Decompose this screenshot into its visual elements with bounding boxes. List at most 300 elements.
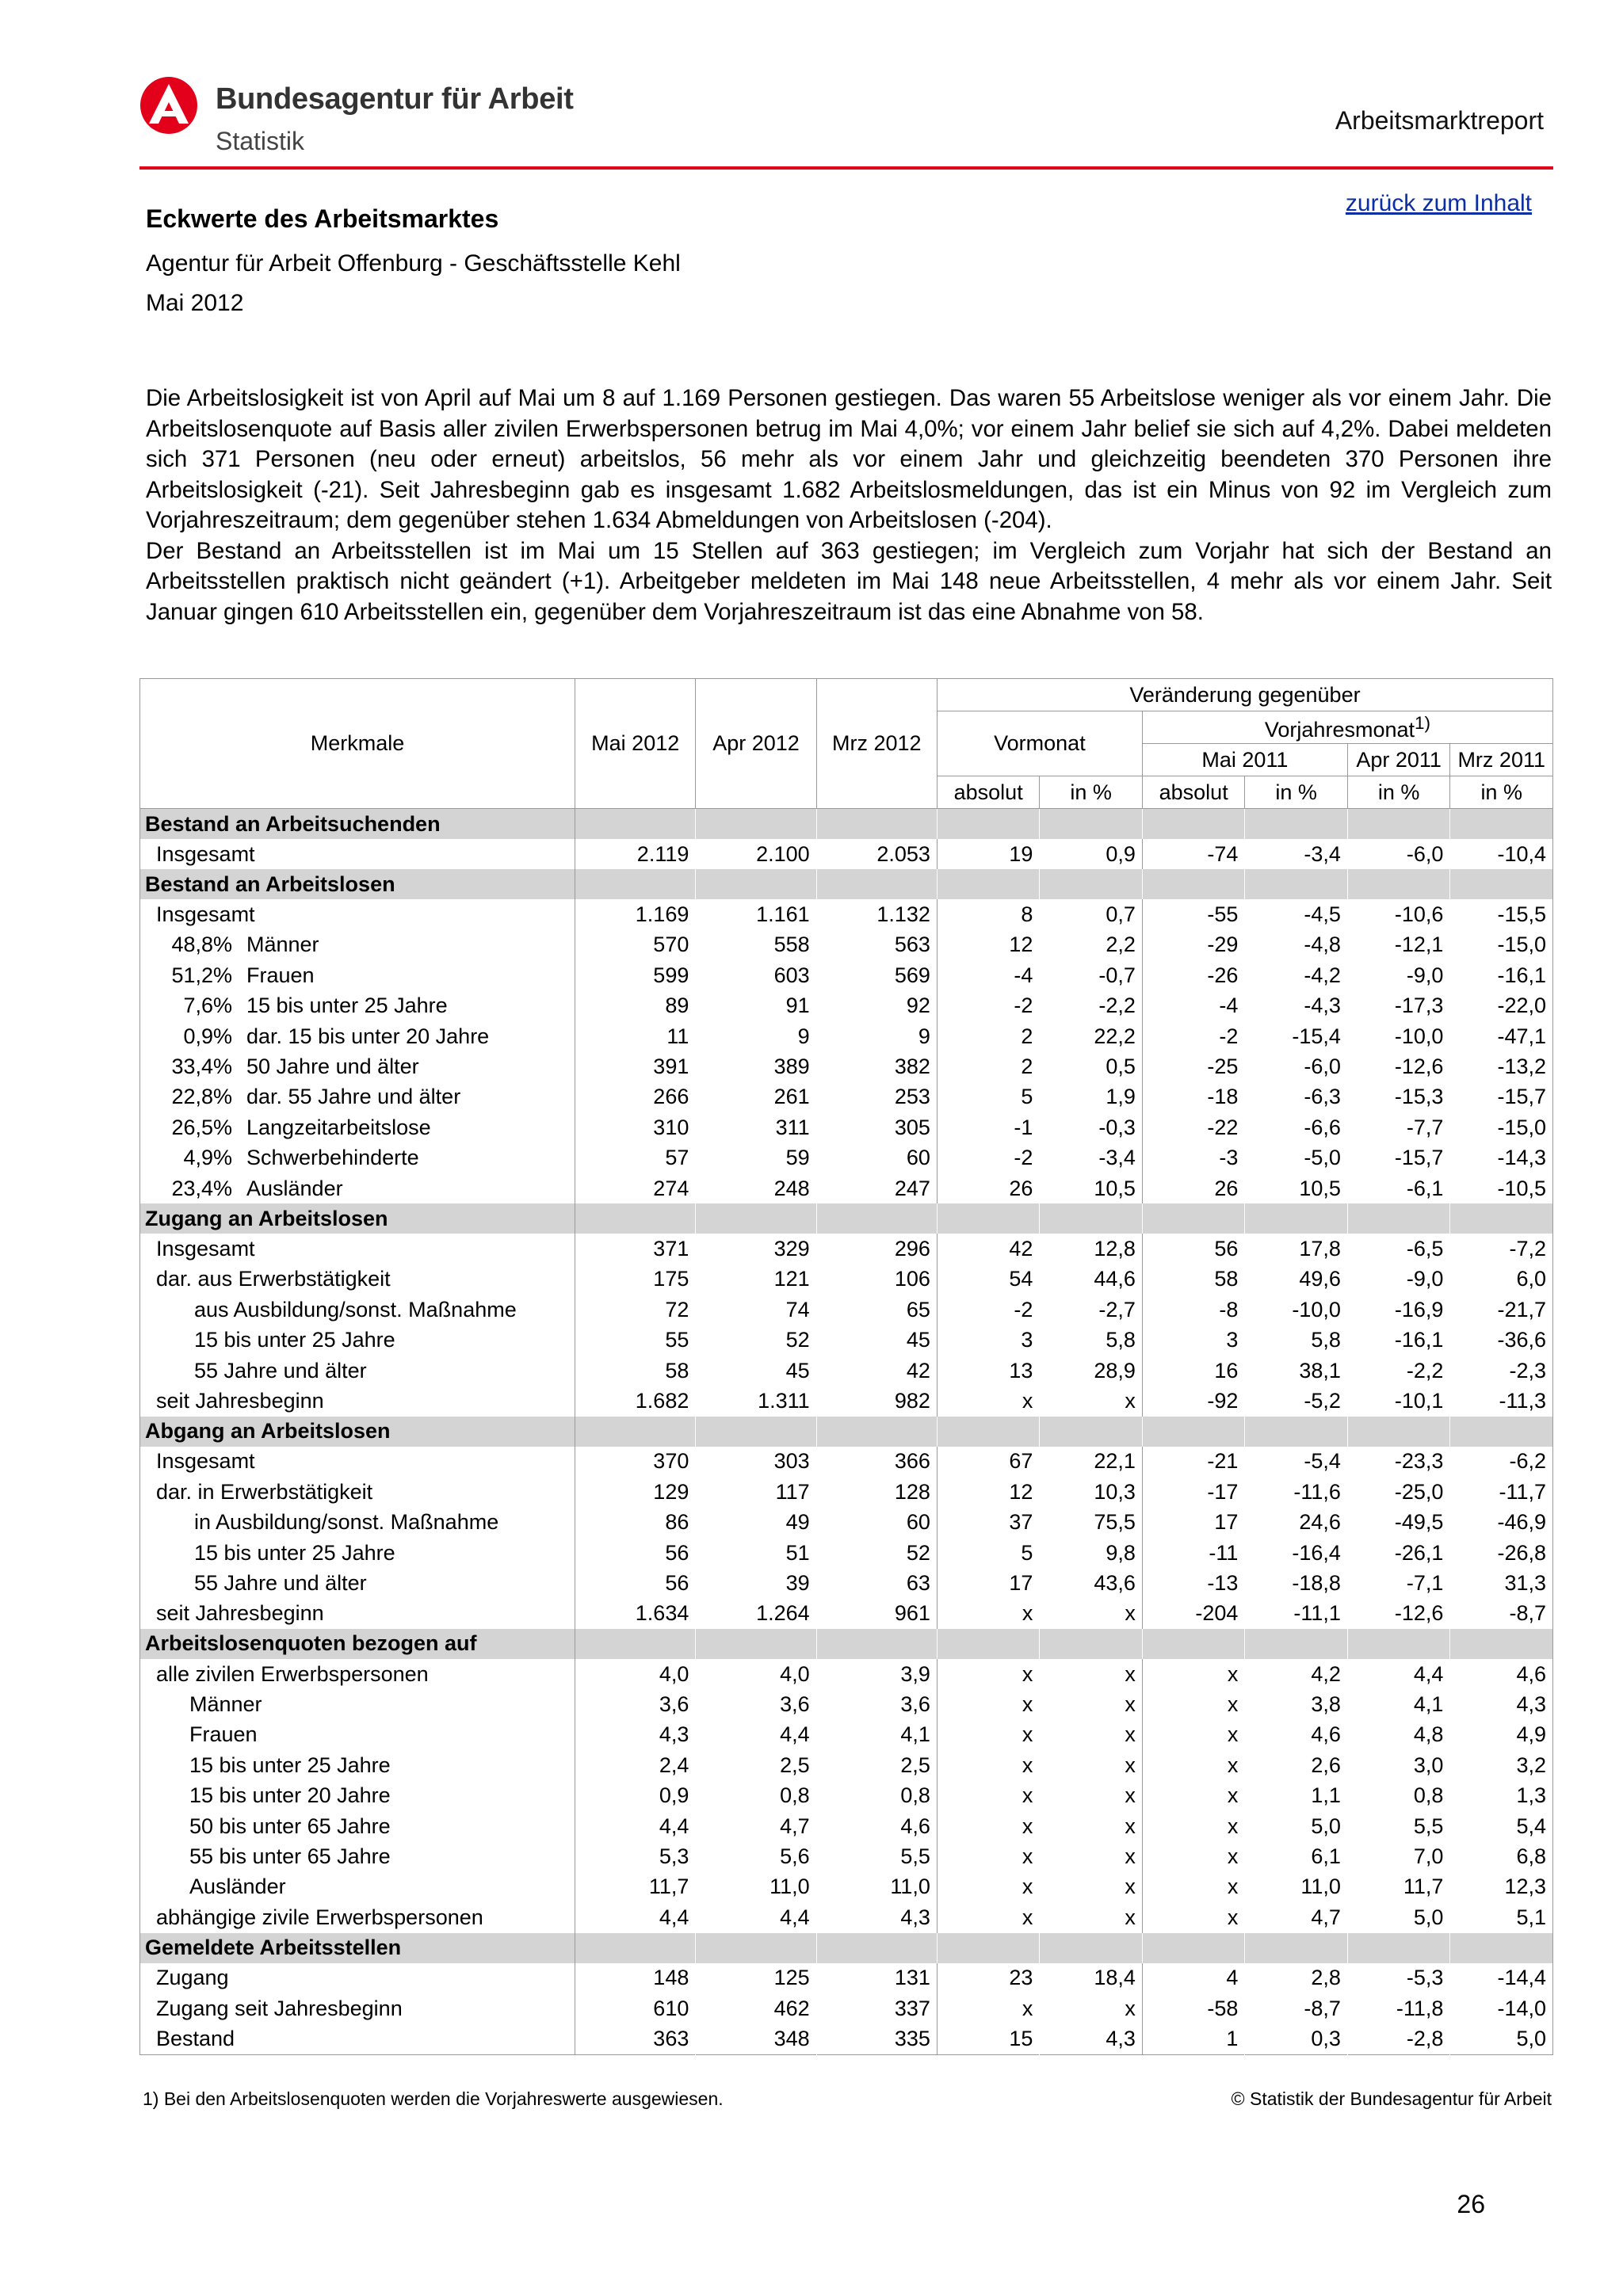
row-label-text: Schwerbehinderte <box>246 1146 419 1170</box>
value-cell: 1.161 <box>696 899 816 929</box>
row-label-text: seit Jahresbeginn <box>156 1601 324 1626</box>
section-spacer-cell <box>1347 1629 1450 1659</box>
value-cell: 60 <box>816 1143 937 1173</box>
row-label <box>140 1689 575 1719</box>
value-cell: 56 <box>1142 1234 1245 1264</box>
row-label <box>140 1234 575 1264</box>
value-cell: 5,0 <box>1347 1902 1450 1932</box>
row-label <box>140 2023 575 2054</box>
section-spacer-cell <box>696 1203 816 1234</box>
value-cell: 52 <box>696 1325 816 1355</box>
section-spacer-cell <box>1347 1203 1450 1234</box>
value-cell: x <box>1142 1811 1245 1841</box>
row-label-text: alle zivilen Erwerbspersonen <box>156 1661 429 1686</box>
value-cell: 117 <box>696 1477 816 1507</box>
section-header-row <box>140 869 1553 899</box>
value-cell: x <box>1040 1599 1143 1629</box>
value-cell: 3,8 <box>1245 1689 1348 1719</box>
value-cell: 0,9 <box>575 1781 696 1811</box>
row-label <box>140 899 575 929</box>
section-spacer-cell <box>937 1933 1040 1963</box>
value-cell: 303 <box>696 1447 816 1477</box>
row-label-text: Frauen <box>189 1722 258 1747</box>
value-cell: 1.634 <box>575 1599 696 1629</box>
section-spacer-cell <box>1040 1933 1143 1963</box>
section-spacer-cell <box>1245 869 1348 899</box>
value-cell: -15,7 <box>1347 1143 1450 1173</box>
row-label <box>140 1477 575 1507</box>
value-cell: x <box>1142 1872 1245 1902</box>
value-cell: 52 <box>816 1538 937 1568</box>
value-cell: 128 <box>816 1477 937 1507</box>
org-name: Bundesagentur für Arbeit <box>216 82 574 116</box>
value-cell: 4,1 <box>816 1720 937 1750</box>
section-spacer-cell <box>1245 1933 1348 1963</box>
report-title: Arbeitsmarktreport <box>1335 106 1544 135</box>
section-spacer-cell <box>696 1933 816 1963</box>
value-cell: 13 <box>937 1356 1040 1386</box>
col-apr-2012: Apr 2012 <box>696 679 816 809</box>
value-cell: 4,8 <box>1347 1720 1450 1750</box>
value-cell: 391 <box>575 1051 696 1081</box>
value-cell: -8 <box>1142 1295 1245 1325</box>
row-label-text: Männer <box>189 1692 262 1717</box>
col-vorjahresmonat <box>1142 711 1552 744</box>
value-cell: 11,0 <box>816 1872 937 1902</box>
value-cell: 23 <box>937 1963 1040 1993</box>
value-cell: x <box>937 1902 1040 1932</box>
page-title: Eckwerte des Arbeitsmarktes <box>146 204 499 233</box>
value-cell: -8,7 <box>1245 1993 1348 2023</box>
value-cell: -15,0 <box>1450 1112 1553 1142</box>
section-spacer-cell <box>816 869 937 899</box>
row-label <box>140 839 575 869</box>
section-spacer-cell <box>816 1203 937 1234</box>
section-spacer-cell <box>937 1417 1040 1447</box>
value-cell: -14,4 <box>1450 1963 1553 1993</box>
value-cell: 366 <box>816 1447 937 1477</box>
value-cell: 26 <box>937 1173 1040 1203</box>
value-cell: 16 <box>1142 1356 1245 1386</box>
row-label-text: 15 bis unter 25 Jahre <box>194 1540 395 1565</box>
value-cell: -6,2 <box>1450 1447 1553 1477</box>
value-cell: 2,2 <box>1040 930 1143 960</box>
value-cell: 462 <box>696 1993 816 2023</box>
table-row <box>140 1750 1553 1780</box>
value-cell: 59 <box>696 1143 816 1173</box>
value-cell: 148 <box>575 1963 696 1993</box>
col-apr-2011: Apr 2011 <box>1347 744 1450 776</box>
value-cell: 42 <box>816 1356 937 1386</box>
row-label <box>140 960 575 990</box>
value-cell: -2,3 <box>1450 1356 1553 1386</box>
value-cell: -22,0 <box>1450 991 1553 1021</box>
section-title: Abgang an Arbeitslosen <box>140 1417 575 1447</box>
value-cell: 4,4 <box>1347 1659 1450 1689</box>
footnote-marker: 1) <box>1415 712 1431 733</box>
row-label-text: 15 bis unter 25 Jahre <box>189 1753 391 1777</box>
table-row <box>140 1993 1553 2023</box>
value-cell: 67 <box>937 1447 1040 1477</box>
row-label-text: 55 bis unter 65 Jahre <box>189 1844 391 1869</box>
agency-name: Agentur für Arbeit Offenburg - Geschäftsstelle Kehl <box>146 250 681 277</box>
table-row <box>140 1689 1553 1719</box>
value-cell: 56 <box>575 1568 696 1598</box>
row-label-text: Insgesamt <box>156 841 255 866</box>
section-title: Arbeitslosenquoten bezogen auf <box>140 1629 575 1659</box>
value-cell: 28,9 <box>1040 1356 1143 1386</box>
value-cell: 2 <box>937 1021 1040 1051</box>
value-cell: 1.311 <box>696 1386 816 1416</box>
value-cell: 5 <box>937 1538 1040 1568</box>
value-cell: x <box>1040 1659 1143 1689</box>
value-cell: -46,9 <box>1450 1507 1553 1537</box>
value-cell: 11,0 <box>696 1872 816 1902</box>
value-cell: -11 <box>1142 1538 1245 1568</box>
section-spacer-cell <box>575 1629 696 1659</box>
value-cell: 5,3 <box>575 1841 696 1871</box>
header-divider <box>139 166 1553 170</box>
value-cell: 4,4 <box>575 1902 696 1932</box>
value-cell: 43,6 <box>1040 1568 1143 1598</box>
value-cell: 4,3 <box>1450 1689 1553 1719</box>
value-cell: 4,6 <box>1245 1720 1348 1750</box>
value-cell: -4,8 <box>1245 930 1348 960</box>
value-cell: 266 <box>575 1082 696 1112</box>
section-spacer-cell <box>937 869 1040 899</box>
value-cell: x <box>937 1781 1040 1811</box>
value-cell: 4,6 <box>816 1811 937 1841</box>
value-cell: 1.169 <box>575 899 696 929</box>
table-row <box>140 1325 1553 1355</box>
value-cell: 12,8 <box>1040 1234 1143 1264</box>
value-cell: 11,0 <box>1245 1872 1348 1902</box>
value-cell: x <box>1142 1659 1245 1689</box>
value-cell: 0,8 <box>1347 1781 1450 1811</box>
row-label <box>140 1902 575 1932</box>
value-cell: -7,7 <box>1347 1112 1450 1142</box>
value-cell: 329 <box>696 1234 816 1264</box>
value-cell: 12,3 <box>1450 1872 1553 1902</box>
value-cell: x <box>1040 1811 1143 1841</box>
section-title: Bestand an Arbeitsuchenden <box>140 809 575 840</box>
row-label-text: Insgesamt <box>156 1449 255 1474</box>
value-cell: -6,0 <box>1245 1051 1348 1081</box>
row-label-text: Insgesamt <box>156 902 255 927</box>
row-label <box>140 991 575 1021</box>
table-body <box>140 809 1553 2055</box>
value-cell: 1 <box>1142 2023 1245 2054</box>
section-spacer-cell <box>696 869 816 899</box>
value-cell: 10,5 <box>1245 1173 1348 1203</box>
section-spacer-cell <box>1142 1203 1245 1234</box>
row-label <box>140 1082 575 1112</box>
row-label <box>140 1963 575 1993</box>
value-cell: 9 <box>696 1021 816 1051</box>
value-cell: 54 <box>937 1264 1040 1295</box>
value-cell: -25 <box>1142 1051 1245 1081</box>
value-cell: -3,4 <box>1245 839 1348 869</box>
value-cell: -2,8 <box>1347 2023 1450 2054</box>
value-cell: x <box>1142 1902 1245 1932</box>
value-cell: 5,1 <box>1450 1902 1553 1932</box>
value-cell: 75,5 <box>1040 1507 1143 1537</box>
row-label-text: dar. 15 bis unter 20 Jahre <box>246 1024 490 1048</box>
table-row <box>140 1811 1553 1841</box>
table-row <box>140 1599 1553 1629</box>
table-row <box>140 1447 1553 1477</box>
value-cell: -8,7 <box>1450 1599 1553 1629</box>
section-spacer-cell <box>816 1629 937 1659</box>
value-cell: 563 <box>816 930 937 960</box>
value-cell: 961 <box>816 1599 937 1629</box>
value-cell: 15 <box>937 2023 1040 2054</box>
value-cell: -1 <box>937 1112 1040 1142</box>
value-cell: 310 <box>575 1112 696 1142</box>
row-label <box>140 1538 575 1568</box>
section-spacer-cell <box>937 1203 1040 1234</box>
value-cell: 4,0 <box>575 1659 696 1689</box>
value-cell: 106 <box>816 1264 937 1295</box>
table-row <box>140 1477 1553 1507</box>
value-cell: -5,4 <box>1245 1447 1348 1477</box>
value-cell: 603 <box>696 960 816 990</box>
value-cell: 5,6 <box>696 1841 816 1871</box>
col-apr-2011-pct: in % <box>1347 776 1450 809</box>
value-cell: -5,0 <box>1245 1143 1348 1173</box>
table-row <box>140 1720 1553 1750</box>
value-cell: 2,5 <box>696 1750 816 1780</box>
table-row <box>140 1173 1553 1203</box>
row-label-text: Langzeitarbeitslose <box>246 1115 431 1139</box>
section-spacer-cell <box>1450 1629 1553 1659</box>
value-cell: 45 <box>696 1356 816 1386</box>
value-cell: -74 <box>1142 839 1245 869</box>
value-cell: x <box>937 1811 1040 1841</box>
row-label <box>140 1507 575 1537</box>
table-row <box>140 1021 1553 1051</box>
value-cell: x <box>1040 1841 1143 1871</box>
summary-paragraph-2: Der Bestand an Arbeitsstellen ist im Mai um 15 Stellen auf 363 gestiegen; im Vergleich zum Vorjahr hat sich der Bestand an Arbeitsstellen praktisch nicht geändert (+1). Arbeitgeber meldeten im Mai 148 neue Arbeitsstellen, 4 mehr als vor einem Jahr. Seit Januar gingen 610 Arbeitsstellen ein, gegenüber dem Vorjahreszeitraum ist das eine Abnahme von 58. <box>146 537 1552 625</box>
value-cell: 5,0 <box>1450 2023 1553 2054</box>
value-cell: 3,6 <box>816 1689 937 1719</box>
value-cell: 0,5 <box>1040 1051 1143 1081</box>
section-spacer-cell <box>1040 809 1143 840</box>
value-cell: 63 <box>816 1568 937 1598</box>
value-cell: 2,8 <box>1245 1963 1348 1993</box>
value-cell: -4,5 <box>1245 899 1348 929</box>
value-cell: 55 <box>575 1325 696 1355</box>
value-cell: 2 <box>937 1051 1040 1081</box>
value-cell: 7,0 <box>1347 1841 1450 1871</box>
value-cell: 335 <box>816 2023 937 2054</box>
row-label <box>140 1143 575 1173</box>
value-cell: 18,4 <box>1040 1963 1143 1993</box>
section-spacer-cell <box>1245 1203 1348 1234</box>
value-cell: 8 <box>937 899 1040 929</box>
value-cell: 3 <box>937 1325 1040 1355</box>
value-cell: 57 <box>575 1143 696 1173</box>
value-cell: x <box>1142 1750 1245 1780</box>
row-label <box>140 1659 575 1689</box>
section-title: Gemeldete Arbeitsstellen <box>140 1933 575 1963</box>
value-cell: -6,3 <box>1245 1082 1348 1112</box>
value-cell: -13 <box>1142 1568 1245 1598</box>
row-label <box>140 1021 575 1051</box>
table-row <box>140 930 1553 960</box>
section-spacer-cell <box>1142 1417 1245 1447</box>
row-label-text: Ausländer <box>189 1875 286 1899</box>
value-cell: 19 <box>937 839 1040 869</box>
table-row <box>140 991 1553 1021</box>
value-cell: 5,8 <box>1040 1325 1143 1355</box>
value-cell: 348 <box>696 2023 816 2054</box>
col-mrz-2012: Mrz 2012 <box>816 679 937 809</box>
section-header-row <box>140 1629 1553 1659</box>
section-spacer-cell <box>1142 809 1245 840</box>
col-vormonat: Vormonat <box>937 711 1142 776</box>
value-cell: 371 <box>575 1234 696 1264</box>
value-cell: -16,1 <box>1450 960 1553 990</box>
value-cell: 1,9 <box>1040 1082 1143 1112</box>
table-row <box>140 1568 1553 1598</box>
value-cell: -15,4 <box>1245 1021 1348 1051</box>
value-cell: 4,6 <box>1450 1659 1553 1689</box>
value-cell: -11,7 <box>1450 1477 1553 1507</box>
table-row <box>140 1902 1553 1932</box>
value-cell: 92 <box>816 991 937 1021</box>
row-label-text: seit Jahresbeginn <box>156 1388 324 1413</box>
value-cell: -6,5 <box>1347 1234 1450 1264</box>
value-cell: 2.053 <box>816 839 937 869</box>
share-percent: 4,9% <box>183 1146 232 1170</box>
row-label-text: Zugang seit Jahresbeginn <box>156 1996 403 2020</box>
row-label <box>140 1720 575 1750</box>
col-vorjahr-absolut: absolut <box>1142 776 1245 809</box>
section-spacer-cell <box>1450 809 1553 840</box>
value-cell: -10,0 <box>1347 1021 1450 1051</box>
value-cell: -25,0 <box>1347 1477 1450 1507</box>
value-cell: 58 <box>1142 1264 1245 1295</box>
value-cell: x <box>1040 1720 1143 1750</box>
table-row <box>140 1143 1553 1173</box>
row-label-text: Frauen <box>246 963 315 987</box>
value-cell: -17,3 <box>1347 991 1450 1021</box>
section-spacer-cell <box>1142 869 1245 899</box>
section-spacer-cell <box>1450 869 1553 899</box>
section-spacer-cell <box>937 1629 1040 1659</box>
value-cell: 4,2 <box>1245 1659 1348 1689</box>
value-cell: -7,2 <box>1450 1234 1553 1264</box>
row-label <box>140 1811 575 1841</box>
value-cell: 1.682 <box>575 1386 696 1416</box>
back-to-contents-link[interactable]: zurück zum Inhalt <box>1345 190 1532 216</box>
section-spacer-cell <box>575 809 696 840</box>
row-label <box>140 1112 575 1142</box>
row-label <box>140 1325 575 1355</box>
value-cell: -10,4 <box>1450 839 1553 869</box>
value-cell: -14,3 <box>1450 1143 1553 1173</box>
value-cell: -10,5 <box>1450 1173 1553 1203</box>
row-label-text: Insgesamt <box>156 1236 255 1261</box>
row-label-text: dar. in Erwerbstätigkeit <box>156 1479 373 1504</box>
section-spacer-cell <box>696 809 816 840</box>
row-label <box>140 1386 575 1416</box>
value-cell: -18 <box>1142 1082 1245 1112</box>
value-cell: 382 <box>816 1051 937 1081</box>
row-label <box>140 1051 575 1081</box>
labour-market-table <box>139 678 1553 2055</box>
table-row <box>140 1781 1553 1811</box>
section-spacer-cell <box>1142 1933 1245 1963</box>
value-cell: 22,1 <box>1040 1447 1143 1477</box>
value-cell: 274 <box>575 1173 696 1203</box>
value-cell: 5,5 <box>1347 1811 1450 1841</box>
table-row <box>140 1082 1553 1112</box>
row-label-text: Ausländer <box>246 1176 343 1200</box>
row-label-text: 15 bis unter 25 Jahre <box>246 994 448 1018</box>
value-cell: 58 <box>575 1356 696 1386</box>
section-header-row <box>140 1203 1553 1234</box>
section-header-row <box>140 1417 1553 1447</box>
value-cell: 91 <box>696 991 816 1021</box>
value-cell: x <box>1040 1902 1143 1932</box>
value-cell: 2,6 <box>1245 1750 1348 1780</box>
value-cell: 982 <box>816 1386 937 1416</box>
value-cell: -4 <box>937 960 1040 990</box>
value-cell: 1.264 <box>696 1599 816 1629</box>
value-cell: 17 <box>937 1568 1040 1598</box>
value-cell: -47,1 <box>1450 1021 1553 1051</box>
section-header-row <box>140 809 1553 840</box>
value-cell: -11,1 <box>1245 1599 1348 1629</box>
value-cell: 6,0 <box>1450 1264 1553 1295</box>
value-cell: 253 <box>816 1082 937 1112</box>
table-row <box>140 1234 1553 1264</box>
value-cell: 38,1 <box>1245 1356 1348 1386</box>
value-cell: 2,4 <box>575 1750 696 1780</box>
value-cell: -21 <box>1142 1447 1245 1477</box>
col-veraenderung: Veränderung gegenüber <box>937 679 1552 711</box>
value-cell: -10,0 <box>1245 1295 1348 1325</box>
value-cell: -2,2 <box>1040 991 1143 1021</box>
value-cell: 175 <box>575 1264 696 1295</box>
value-cell: 363 <box>575 2023 696 2054</box>
value-cell: 3,0 <box>1347 1750 1450 1780</box>
value-cell: 4,3 <box>816 1902 937 1932</box>
value-cell: 42 <box>937 1234 1040 1264</box>
value-cell: -58 <box>1142 1993 1245 2023</box>
value-cell: 31,3 <box>1450 1568 1553 1598</box>
section-spacer-cell <box>1450 1417 1553 1447</box>
value-cell: 5 <box>937 1082 1040 1112</box>
copyright: © Statistik der Bundesagentur für Arbeit <box>1231 2088 1552 2109</box>
row-label <box>140 1173 575 1203</box>
value-cell: 610 <box>575 1993 696 2023</box>
value-cell: 0,8 <box>696 1781 816 1811</box>
value-cell: -2 <box>937 1143 1040 1173</box>
value-cell: 1,3 <box>1450 1781 1553 1811</box>
value-cell: 3,9 <box>816 1659 937 1689</box>
row-label-text: 55 Jahre und älter <box>194 1570 367 1595</box>
section-spacer-cell <box>1347 1417 1450 1447</box>
value-cell: -17 <box>1142 1477 1245 1507</box>
value-cell: 0,7 <box>1040 899 1143 929</box>
value-cell: -11,8 <box>1347 1993 1450 2023</box>
value-cell: 56 <box>575 1538 696 1568</box>
row-label-text: 50 Jahre und älter <box>246 1055 419 1079</box>
value-cell: -10,6 <box>1347 899 1450 929</box>
